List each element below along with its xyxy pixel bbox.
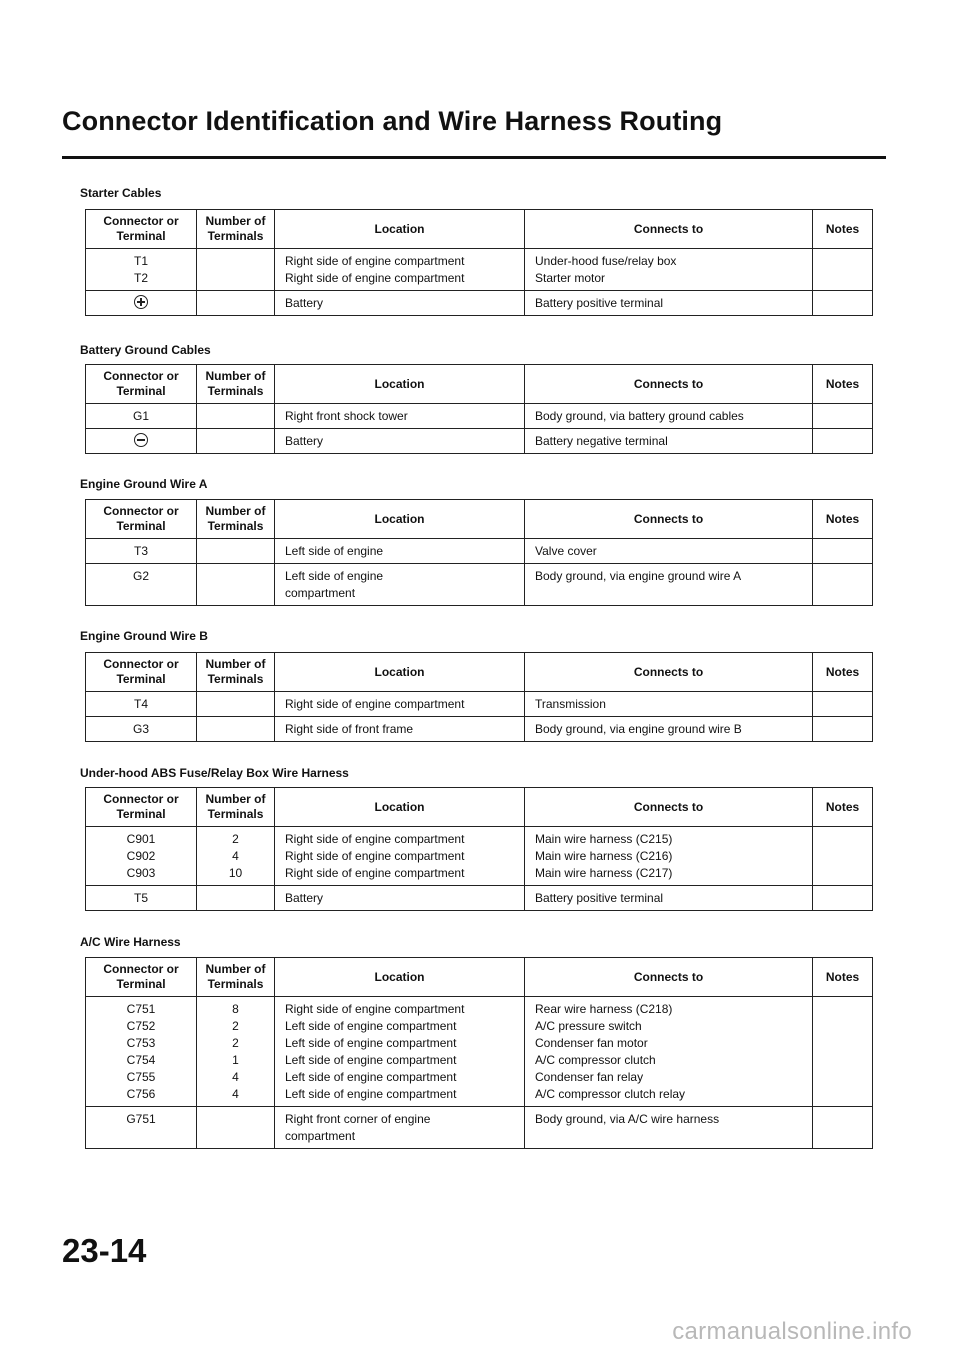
cell-terminals bbox=[197, 997, 275, 1107]
cell-notes bbox=[813, 429, 873, 454]
table-row bbox=[86, 291, 873, 316]
header-text: Terminal bbox=[116, 384, 166, 398]
cell-line: C902 bbox=[126, 849, 156, 863]
cell-connector bbox=[86, 291, 197, 316]
col-header-terminals bbox=[197, 500, 275, 539]
header-text: Terminal bbox=[116, 807, 166, 821]
col-header-notes: Notes bbox=[813, 210, 873, 249]
cell-line: 4 bbox=[232, 849, 239, 863]
cell-line: Main wire harness (C217) bbox=[535, 866, 673, 880]
col-header-location: Location bbox=[275, 958, 525, 997]
col-header-notes: Notes bbox=[813, 958, 873, 997]
cell-line: Main wire harness (C216) bbox=[535, 849, 673, 863]
cell-notes bbox=[813, 717, 873, 742]
cell-notes bbox=[813, 564, 873, 606]
section-title: Engine Ground Wire A bbox=[80, 477, 208, 491]
cell-connects-to bbox=[525, 404, 813, 429]
cell-notes bbox=[813, 291, 873, 316]
header-text: Number of bbox=[205, 504, 266, 518]
section-title: Engine Ground Wire B bbox=[80, 629, 208, 643]
col-header-connects-to: Connects to bbox=[525, 365, 813, 404]
connector-table bbox=[85, 787, 873, 911]
cell-notes bbox=[813, 886, 873, 911]
header-text: Connector or bbox=[103, 214, 179, 228]
cell-line: Starter motor bbox=[535, 271, 606, 285]
cell-line: G1 bbox=[132, 409, 149, 423]
connector-table bbox=[85, 957, 873, 1149]
page-title: Connector Identification and Wire Harness Routing bbox=[62, 106, 723, 136]
page-number: 23-14 bbox=[62, 1232, 147, 1269]
section-title: Starter Cables bbox=[80, 186, 162, 200]
table-row bbox=[86, 1107, 873, 1149]
cell-line: Battery bbox=[285, 891, 324, 905]
cell-notes bbox=[813, 404, 873, 429]
cell-line: C756 bbox=[126, 1087, 156, 1101]
cell-terminals bbox=[197, 692, 275, 717]
section-title: Under-hood ABS Fuse/Relay Box Wire Harness bbox=[80, 766, 349, 780]
col-header-terminals bbox=[197, 365, 275, 404]
cell-notes bbox=[813, 692, 873, 717]
minus-circle-icon bbox=[86, 433, 196, 450]
cell-connects-to bbox=[525, 886, 813, 911]
header-text: Terminals bbox=[207, 229, 264, 243]
header-text: Number of bbox=[205, 369, 266, 383]
cell-line: 2 bbox=[232, 1036, 239, 1050]
header-text: Connector or bbox=[103, 504, 179, 518]
header-row bbox=[86, 788, 873, 827]
header-text: Connector or bbox=[103, 962, 179, 976]
col-header-connector bbox=[86, 365, 197, 404]
cell-line: compartment bbox=[285, 1129, 356, 1143]
col-header-location: Location bbox=[275, 653, 525, 692]
cell-line: Right side of engine compartment bbox=[285, 1002, 465, 1016]
table-row bbox=[86, 539, 873, 564]
header-text: Number of bbox=[205, 657, 266, 671]
cell-line: Body ground, via engine ground wire B bbox=[535, 722, 742, 736]
cell-line: C752 bbox=[126, 1019, 156, 1033]
cell-line: Left side of engine compartment bbox=[285, 1036, 457, 1050]
cell-line: Right side of engine compartment bbox=[285, 849, 465, 863]
cell-notes bbox=[813, 827, 873, 886]
cell-connector bbox=[86, 539, 197, 564]
header-text: Terminals bbox=[207, 384, 264, 398]
cell-connects-to bbox=[525, 429, 813, 454]
cell-connects-to bbox=[525, 717, 813, 742]
cell-line: Valve cover bbox=[535, 544, 597, 558]
header-text: Terminals bbox=[207, 672, 264, 686]
col-header-location: Location bbox=[275, 210, 525, 249]
col-header-connector bbox=[86, 958, 197, 997]
cell-terminals bbox=[197, 291, 275, 316]
cell-line: C754 bbox=[126, 1053, 156, 1067]
col-header-connector bbox=[86, 210, 197, 249]
cell-connects-to bbox=[525, 1107, 813, 1149]
cell-line: Left side of engine compartment bbox=[285, 1070, 457, 1084]
cell-line: Condenser fan relay bbox=[535, 1070, 644, 1084]
col-header-connects-to: Connects to bbox=[525, 653, 813, 692]
cell-location bbox=[275, 249, 525, 291]
cell-connects-to bbox=[525, 827, 813, 886]
cell-connector bbox=[86, 827, 197, 886]
col-header-terminals bbox=[197, 653, 275, 692]
cell-line: 4 bbox=[232, 1070, 239, 1084]
cell-line: Main wire harness (C215) bbox=[535, 832, 673, 846]
col-header-connects-to: Connects to bbox=[525, 788, 813, 827]
col-header-connector bbox=[86, 500, 197, 539]
header-row bbox=[86, 500, 873, 539]
title-rule bbox=[62, 156, 886, 159]
col-header-notes: Notes bbox=[813, 500, 873, 539]
cell-connector bbox=[86, 717, 197, 742]
col-header-notes: Notes bbox=[813, 365, 873, 404]
cell-connects-to bbox=[525, 249, 813, 291]
cell-line: Left side of engine compartment bbox=[285, 1087, 457, 1101]
header-text: Connector or bbox=[103, 369, 179, 383]
header-text: Terminal bbox=[116, 672, 166, 686]
cell-line: Battery bbox=[285, 434, 324, 448]
cell-line: Right side of engine compartment bbox=[285, 254, 465, 268]
cell-line: Right side of engine compartment bbox=[285, 697, 465, 711]
col-header-terminals bbox=[197, 958, 275, 997]
cell-notes bbox=[813, 997, 873, 1107]
cell-terminals bbox=[197, 539, 275, 564]
symbol-glyph bbox=[134, 433, 148, 447]
header-text: Connector or bbox=[103, 657, 179, 671]
cell-line: Battery positive terminal bbox=[535, 296, 664, 310]
cell-line: Under-hood fuse/relay box bbox=[535, 254, 677, 268]
cell-line: C903 bbox=[126, 866, 156, 880]
col-header-connects-to: Connects to bbox=[525, 210, 813, 249]
cell-line: Left side of engine bbox=[285, 544, 384, 558]
cell-line: 1 bbox=[232, 1053, 239, 1067]
connector-table bbox=[85, 499, 873, 606]
cell-line: 2 bbox=[232, 1019, 239, 1033]
cell-line: Right side of engine compartment bbox=[285, 866, 465, 880]
cell-location bbox=[275, 717, 525, 742]
cell-line: Right side of engine compartment bbox=[285, 832, 465, 846]
cell-line: Battery bbox=[285, 296, 324, 310]
header-text: Connector or bbox=[103, 792, 179, 806]
header-text: Terminals bbox=[207, 807, 264, 821]
cell-line: Body ground, via A/C wire harness bbox=[535, 1112, 720, 1126]
cell-line: 4 bbox=[232, 1087, 239, 1101]
cell-connector bbox=[86, 1107, 197, 1149]
cell-line: T3 bbox=[133, 544, 148, 558]
connector-table bbox=[85, 209, 873, 316]
cell-line: T4 bbox=[133, 697, 148, 711]
symbol-glyph bbox=[134, 295, 148, 309]
cell-line: C753 bbox=[126, 1036, 156, 1050]
header-row bbox=[86, 365, 873, 404]
header-row bbox=[86, 210, 873, 249]
col-header-notes: Notes bbox=[813, 653, 873, 692]
header-row bbox=[86, 653, 873, 692]
cell-line: Transmission bbox=[535, 697, 606, 711]
cell-terminals bbox=[197, 827, 275, 886]
cell-terminals bbox=[197, 886, 275, 911]
cell-line: Body ground, via engine ground wire A bbox=[535, 569, 742, 583]
cell-line: 10 bbox=[228, 866, 243, 880]
cell-location bbox=[275, 1107, 525, 1149]
cell-line: Body ground, via battery ground cables bbox=[535, 409, 744, 423]
table-row bbox=[86, 692, 873, 717]
cell-location bbox=[275, 429, 525, 454]
header-text: Number of bbox=[205, 792, 266, 806]
table-row bbox=[86, 717, 873, 742]
cell-line: C755 bbox=[126, 1070, 156, 1084]
cell-notes bbox=[813, 1107, 873, 1149]
header-text: Number of bbox=[205, 962, 266, 976]
cell-connects-to bbox=[525, 692, 813, 717]
header-text: Terminal bbox=[116, 977, 166, 991]
cell-line: Right side of engine compartment bbox=[285, 271, 465, 285]
col-header-connects-to: Connects to bbox=[525, 500, 813, 539]
cell-line: A/C compressor clutch bbox=[535, 1053, 656, 1067]
table-row bbox=[86, 404, 873, 429]
cell-line: Left side of engine compartment bbox=[285, 1019, 457, 1033]
cell-notes bbox=[813, 539, 873, 564]
cell-line: T1 bbox=[133, 254, 148, 268]
watermark: carmanualsonline.info bbox=[672, 1318, 912, 1345]
col-header-location: Location bbox=[275, 365, 525, 404]
cell-line: Rear wire harness (C218) bbox=[535, 1002, 673, 1016]
header-text: Terminal bbox=[116, 519, 166, 533]
cell-line: G3 bbox=[132, 722, 149, 736]
table-row bbox=[86, 886, 873, 911]
cell-line: G751 bbox=[126, 1112, 156, 1126]
col-header-terminals bbox=[197, 210, 275, 249]
cell-terminals bbox=[197, 1107, 275, 1149]
cell-line: 8 bbox=[232, 1002, 239, 1016]
cell-line: Right front corner of engine bbox=[285, 1112, 431, 1126]
cell-line: Right front shock tower bbox=[285, 409, 408, 423]
cell-line: T2 bbox=[133, 271, 148, 285]
plus-circle-icon bbox=[86, 295, 196, 312]
table-row bbox=[86, 564, 873, 606]
cell-line: T5 bbox=[133, 891, 148, 905]
header-text: Terminal bbox=[116, 229, 166, 243]
col-header-connects-to: Connects to bbox=[525, 958, 813, 997]
cell-line: C901 bbox=[126, 832, 156, 846]
cell-connects-to bbox=[525, 291, 813, 316]
cell-notes bbox=[813, 249, 873, 291]
cell-connector bbox=[86, 997, 197, 1107]
header-text: Number of bbox=[205, 214, 266, 228]
section-title: A/C Wire Harness bbox=[80, 935, 181, 949]
cell-line: C751 bbox=[126, 1002, 156, 1016]
cell-connector bbox=[86, 404, 197, 429]
cell-line: Battery negative terminal bbox=[535, 434, 668, 448]
cell-line: Right side of front frame bbox=[285, 722, 414, 736]
table-row bbox=[86, 249, 873, 291]
col-header-connector bbox=[86, 653, 197, 692]
cell-line: 2 bbox=[232, 832, 239, 846]
col-header-notes: Notes bbox=[813, 788, 873, 827]
col-header-terminals bbox=[197, 788, 275, 827]
cell-location bbox=[275, 692, 525, 717]
header-text: Terminals bbox=[207, 977, 264, 991]
cell-terminals bbox=[197, 429, 275, 454]
cell-terminals bbox=[197, 564, 275, 606]
table-row bbox=[86, 997, 873, 1107]
table-row bbox=[86, 827, 873, 886]
col-header-connector bbox=[86, 788, 197, 827]
connector-table bbox=[85, 652, 873, 742]
cell-line: A/C compressor clutch relay bbox=[535, 1087, 686, 1101]
cell-connector bbox=[86, 692, 197, 717]
col-header-location: Location bbox=[275, 500, 525, 539]
cell-connects-to bbox=[525, 997, 813, 1107]
cell-location bbox=[275, 539, 525, 564]
cell-connector bbox=[86, 429, 197, 454]
table-row bbox=[86, 429, 873, 454]
cell-line: Battery positive terminal bbox=[535, 891, 664, 905]
cell-line: compartment bbox=[285, 586, 356, 600]
cell-location bbox=[275, 886, 525, 911]
header-text: Terminals bbox=[207, 519, 264, 533]
cell-line: G2 bbox=[132, 569, 149, 583]
col-header-location: Location bbox=[275, 788, 525, 827]
cell-location bbox=[275, 997, 525, 1107]
cell-connector bbox=[86, 886, 197, 911]
cell-line: Condenser fan motor bbox=[535, 1036, 648, 1050]
cell-line: Left side of engine compartment bbox=[285, 1053, 457, 1067]
cell-connects-to bbox=[525, 539, 813, 564]
cell-terminals bbox=[197, 717, 275, 742]
cell-location bbox=[275, 291, 525, 316]
cell-location bbox=[275, 827, 525, 886]
cell-location bbox=[275, 564, 525, 606]
cell-line: A/C pressure switch bbox=[535, 1019, 642, 1033]
cell-terminals bbox=[197, 404, 275, 429]
cell-connector bbox=[86, 249, 197, 291]
cell-location bbox=[275, 404, 525, 429]
header-row bbox=[86, 958, 873, 997]
cell-line: Left side of engine bbox=[285, 569, 384, 583]
cell-terminals bbox=[197, 249, 275, 291]
cell-connector bbox=[86, 564, 197, 606]
cell-connects-to bbox=[525, 564, 813, 606]
section-title: Battery Ground Cables bbox=[80, 343, 211, 357]
connector-table bbox=[85, 364, 873, 454]
